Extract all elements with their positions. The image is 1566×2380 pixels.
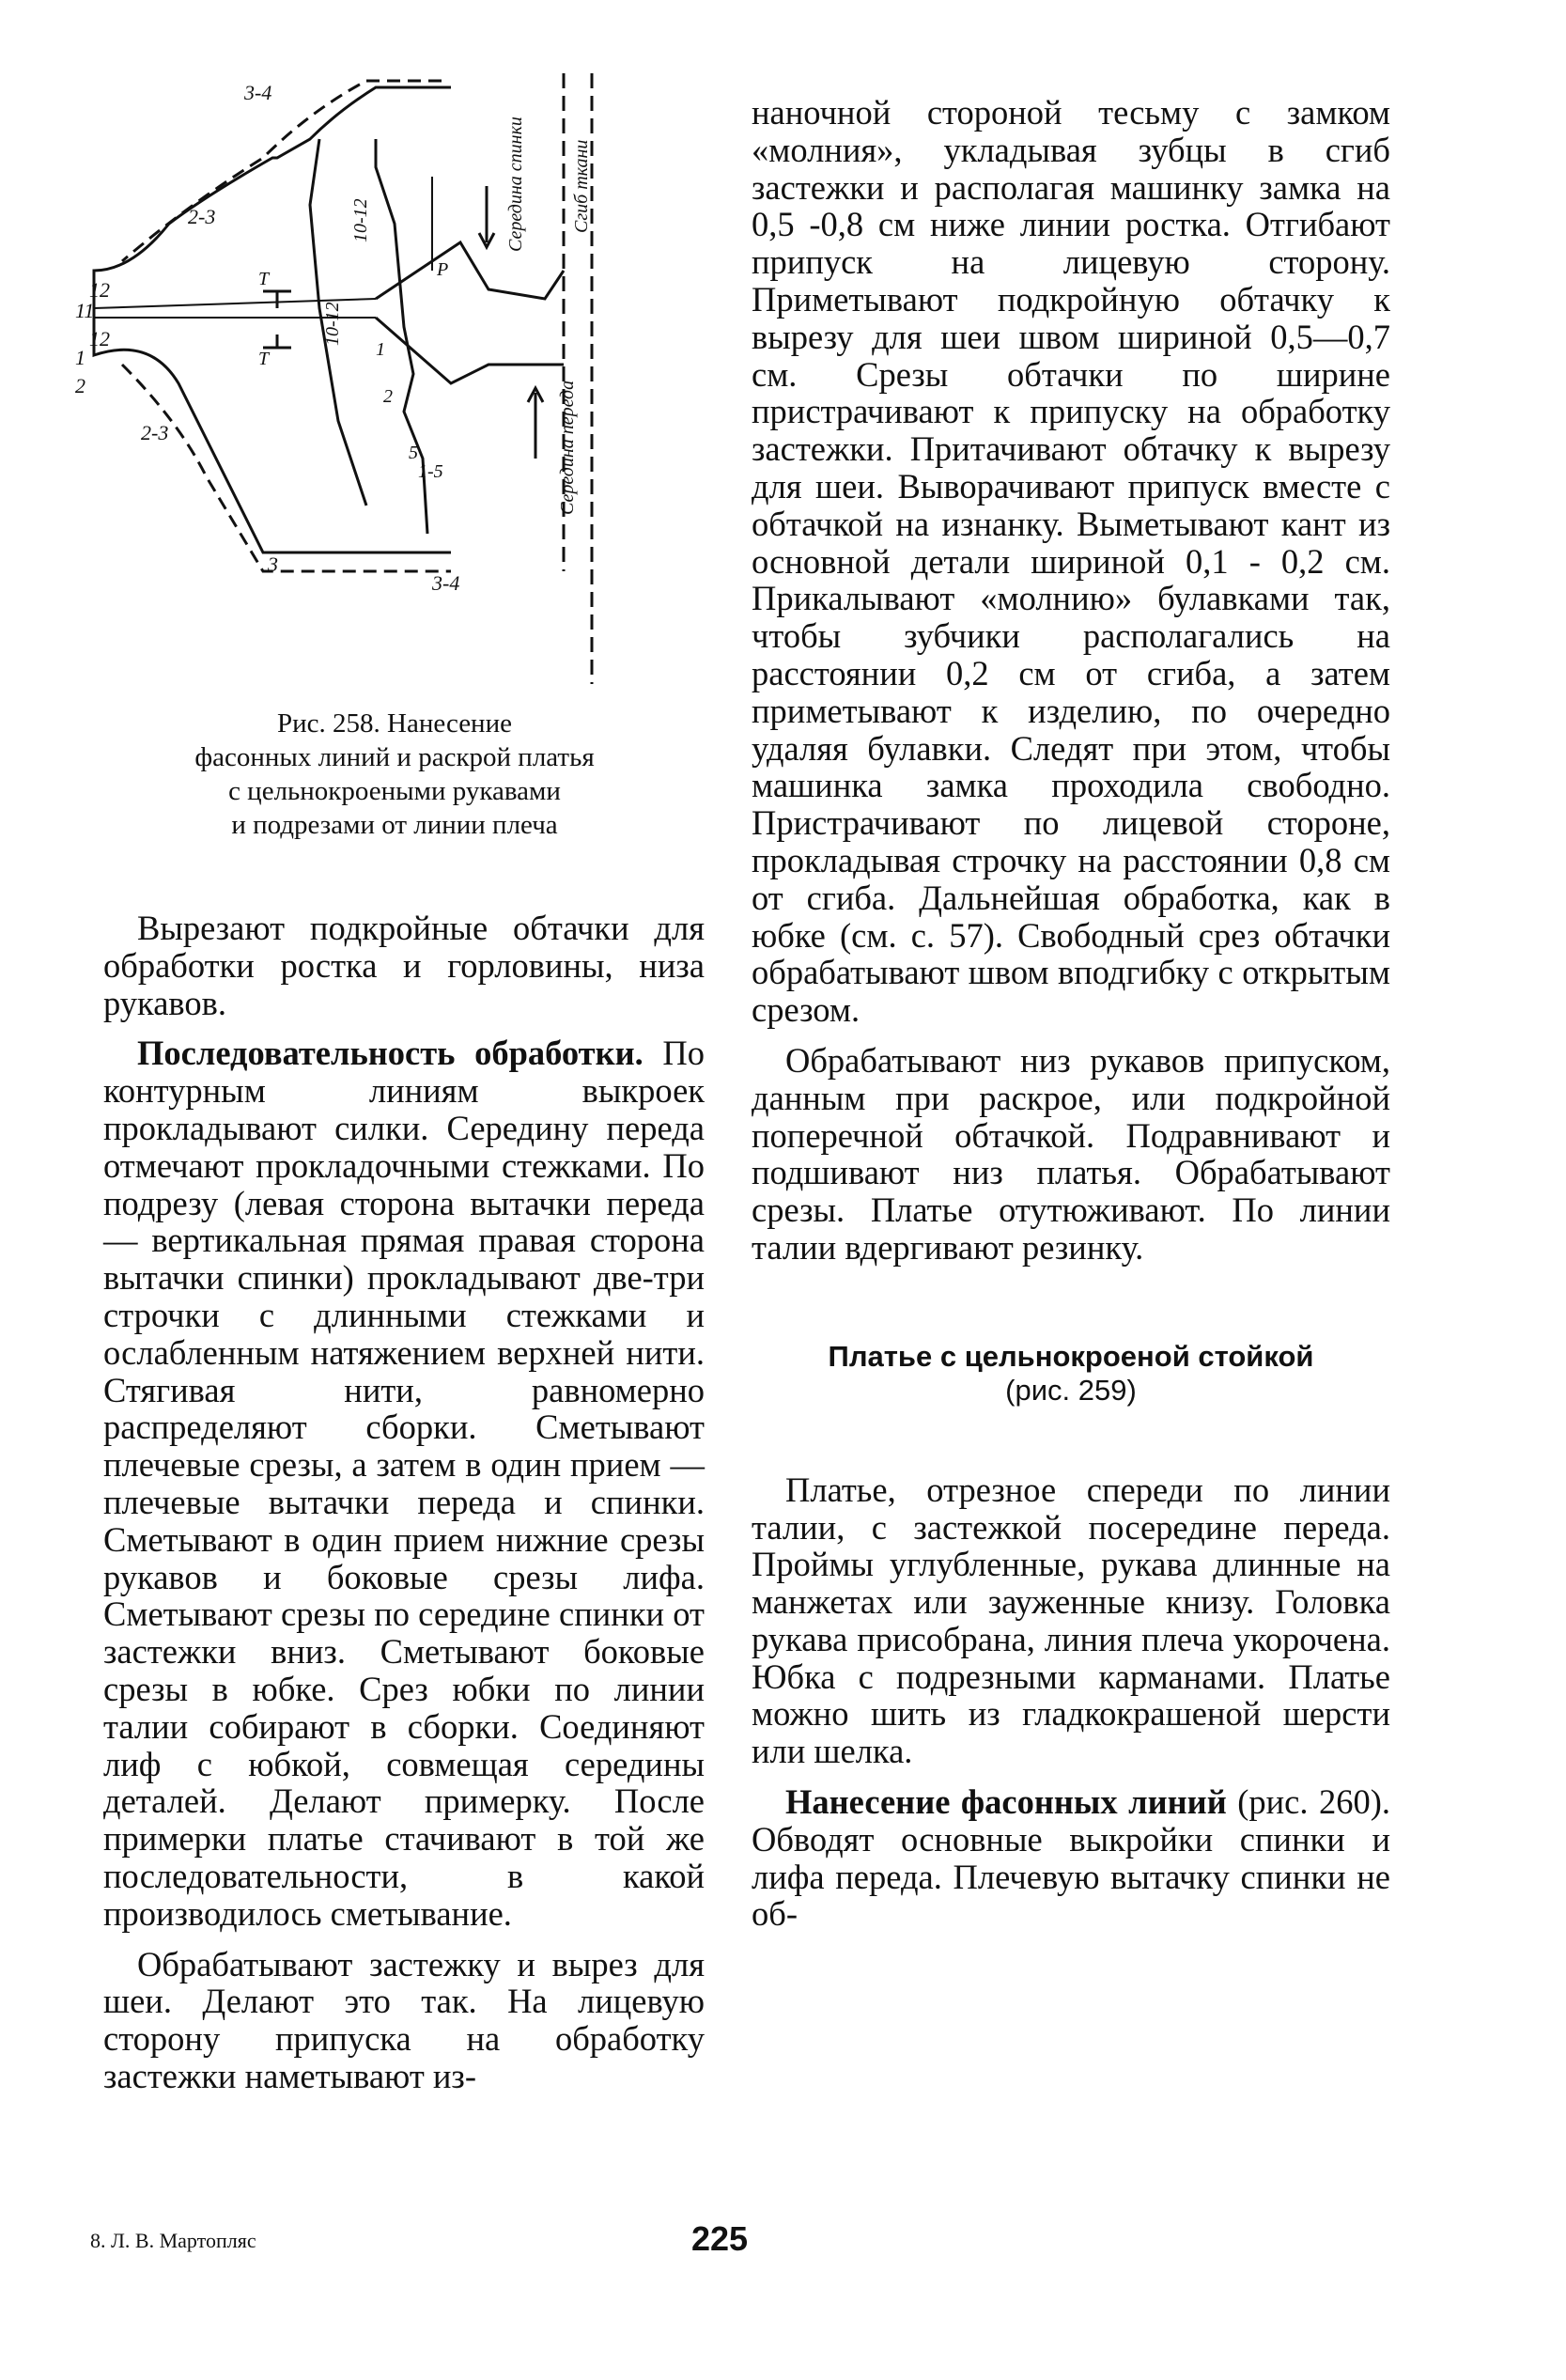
label-11: 11: [75, 299, 95, 322]
caption-line: фасонных линий и раскрой платья: [194, 742, 595, 772]
left-paragraph-1: Вырезают подкройные обтачки для обработки ростка и горловины, низа рукавов.: [103, 909, 705, 1022]
left-paragraph-3: Обрабатывают застежку и вырез для шеи. Делают это так. На лицевую сторону припуска на обработку застежки наметывают из-: [103, 1944, 705, 2095]
section-figure-ref: (рис. 259): [1005, 1373, 1137, 1407]
label-2-mid: 2: [383, 386, 393, 407]
label-back-center: Середина спинки: [505, 117, 526, 252]
label-3-4-top: 3-4: [244, 81, 272, 104]
caption-line: Рис. 258. Нанесение: [277, 708, 512, 739]
caption-line: с цельнокроеными рукавами: [228, 776, 561, 806]
pattern-figure: [75, 81, 695, 703]
left-paragraph-2: [103, 1034, 705, 1932]
label-3-4-bottom: 3-4: [432, 571, 460, 595]
section-title: [752, 1340, 1390, 1408]
paragraph-4-text: (рис. 260). Обводят основные выкройки спинки и лифа переда. Плечевую вытачку спинки не об-: [752, 1782, 1390, 1934]
footer-signature: 8. Л. В. Мартопляс: [90, 2229, 256, 2252]
label-p: P: [437, 259, 449, 280]
label-2-3-bottom: 2-3: [141, 421, 169, 444]
label-2-3-top: 2-3: [188, 205, 216, 228]
label-10-12-lower: 10-12: [322, 302, 343, 346]
label-1-left: 1: [75, 346, 85, 369]
pattern-drawing: [75, 81, 695, 703]
section-title-text: Платье с цельнокроеной стойкой: [828, 1339, 1314, 1373]
label-3-bottom: 3: [268, 552, 278, 576]
label-12-lower: 12: [89, 327, 110, 350]
label-12-upper: 12: [89, 278, 110, 302]
label-5: 5: [409, 443, 418, 463]
right-paragraph-2: Обрабатывают низ рукавов припуском, данным при раскрое, или подкройной поперечной обтачкой. Подравнивают и подшивают низ платья. Обрабатывают срезы. Платье отутюживают. По линии талии вдергивают резинку.: [752, 1040, 1390, 1267]
label-t-upper: T: [258, 269, 270, 289]
caption-line: и подрезами от линии плеча: [231, 810, 558, 840]
right-paragraph-3: Платье, отрезное спереди по линии талии, с застежкой посередине переда. Проймы углубленные, рукава длинные на манжетах или зауженные книзу. Головка рукава присобрана, линия плеча укорочена. Юбка с подрезными карманами. Платье можно шить из гладкокрашеной шерсти или шелка.: [752, 1470, 1390, 1771]
label-1-mid: 1: [376, 339, 385, 360]
label-2-left: 2: [75, 374, 85, 397]
right-paragraph-4: [752, 1783, 1390, 1933]
label-1-5: 1-5: [418, 461, 443, 482]
paragraph-2-text: По контурным линиям выкроек прокладывают силки. Середину переда отмечают прокладочными стежками. По подрезу (левая сторона вытачки переда — вертикальная прямая правая сторона вытачки спинки) прокладывают две-три строчки с длинными стежками и ослабленным натяжением верхней нити. Стягивая нити, равномерно распределяют сборки. Сметывают плечевые срезы, а затем в один прием — плечевые вытачки переда и спинки. Сметывают в один прием нижние срезы рукавов и боковые срезы лифа. Сметывают срезы по середине спинки от застежки вниз. Сметывают боковые срезы в юбке. Срез юбки по линии талии собирают в сборки. Соединяют лиф с юбкой, совмещая середины деталей. Делают примерку. После примерки платье стачивают в той же последовательности, в какой производилось сметывание.: [103, 1034, 705, 1933]
right-column: [752, 94, 1390, 1933]
label-front-center: Середина переда: [557, 380, 578, 515]
label-10-12-upper: 10-12: [350, 198, 371, 242]
heading-processing-sequence: Последовательность обработки.: [137, 1034, 643, 1073]
figure-caption: [103, 707, 686, 842]
page-number: 225: [691, 2219, 749, 2258]
label-t-lower: T: [258, 349, 270, 369]
heading-fashion-lines: Нанесение фасонных линий: [785, 1782, 1227, 1822]
left-column: [103, 910, 705, 2095]
right-paragraph-1: наночной стороной тесьму с замком «молния», укладывая зубцы в сгиб застежки и располагая машинку замка на 0,5 -0,8 см ниже линии ростка. Отгибают припуск на лицевую сторону. Приметывают подкройную обтачку к вырезу для шеи швом шириной 0,5—0,7 см. Срезы обтачки по ширине пристрачивают к припуску на обработку застежки. Притачивают обтачку к вырезу для шеи. Выворачивают припуск вместе с обтачкой на изнанку. Выметывают кант из основной детали шириной 0,1 - 0,2 см. Прикалывают «молнию» булавками так, чтобы зубчики располагались на расстоянии 0,2 см от сгиба, а затем приметывают к изделию, по очередно удаляя булавки. Следят при этом, чтобы машинка замка проходила свободно. Пристрачивают по лицевой стороне, прокладывая строчку на расстоянии 0,8 см от сгиба. Дальнейшая обработка, как в юбке (см. с. 57). Свободный срез обтачки обрабатывают швом вподгибку с открытым срезом.: [752, 93, 1390, 1030]
label-fabric-fold: Сгиб ткани: [571, 139, 592, 233]
